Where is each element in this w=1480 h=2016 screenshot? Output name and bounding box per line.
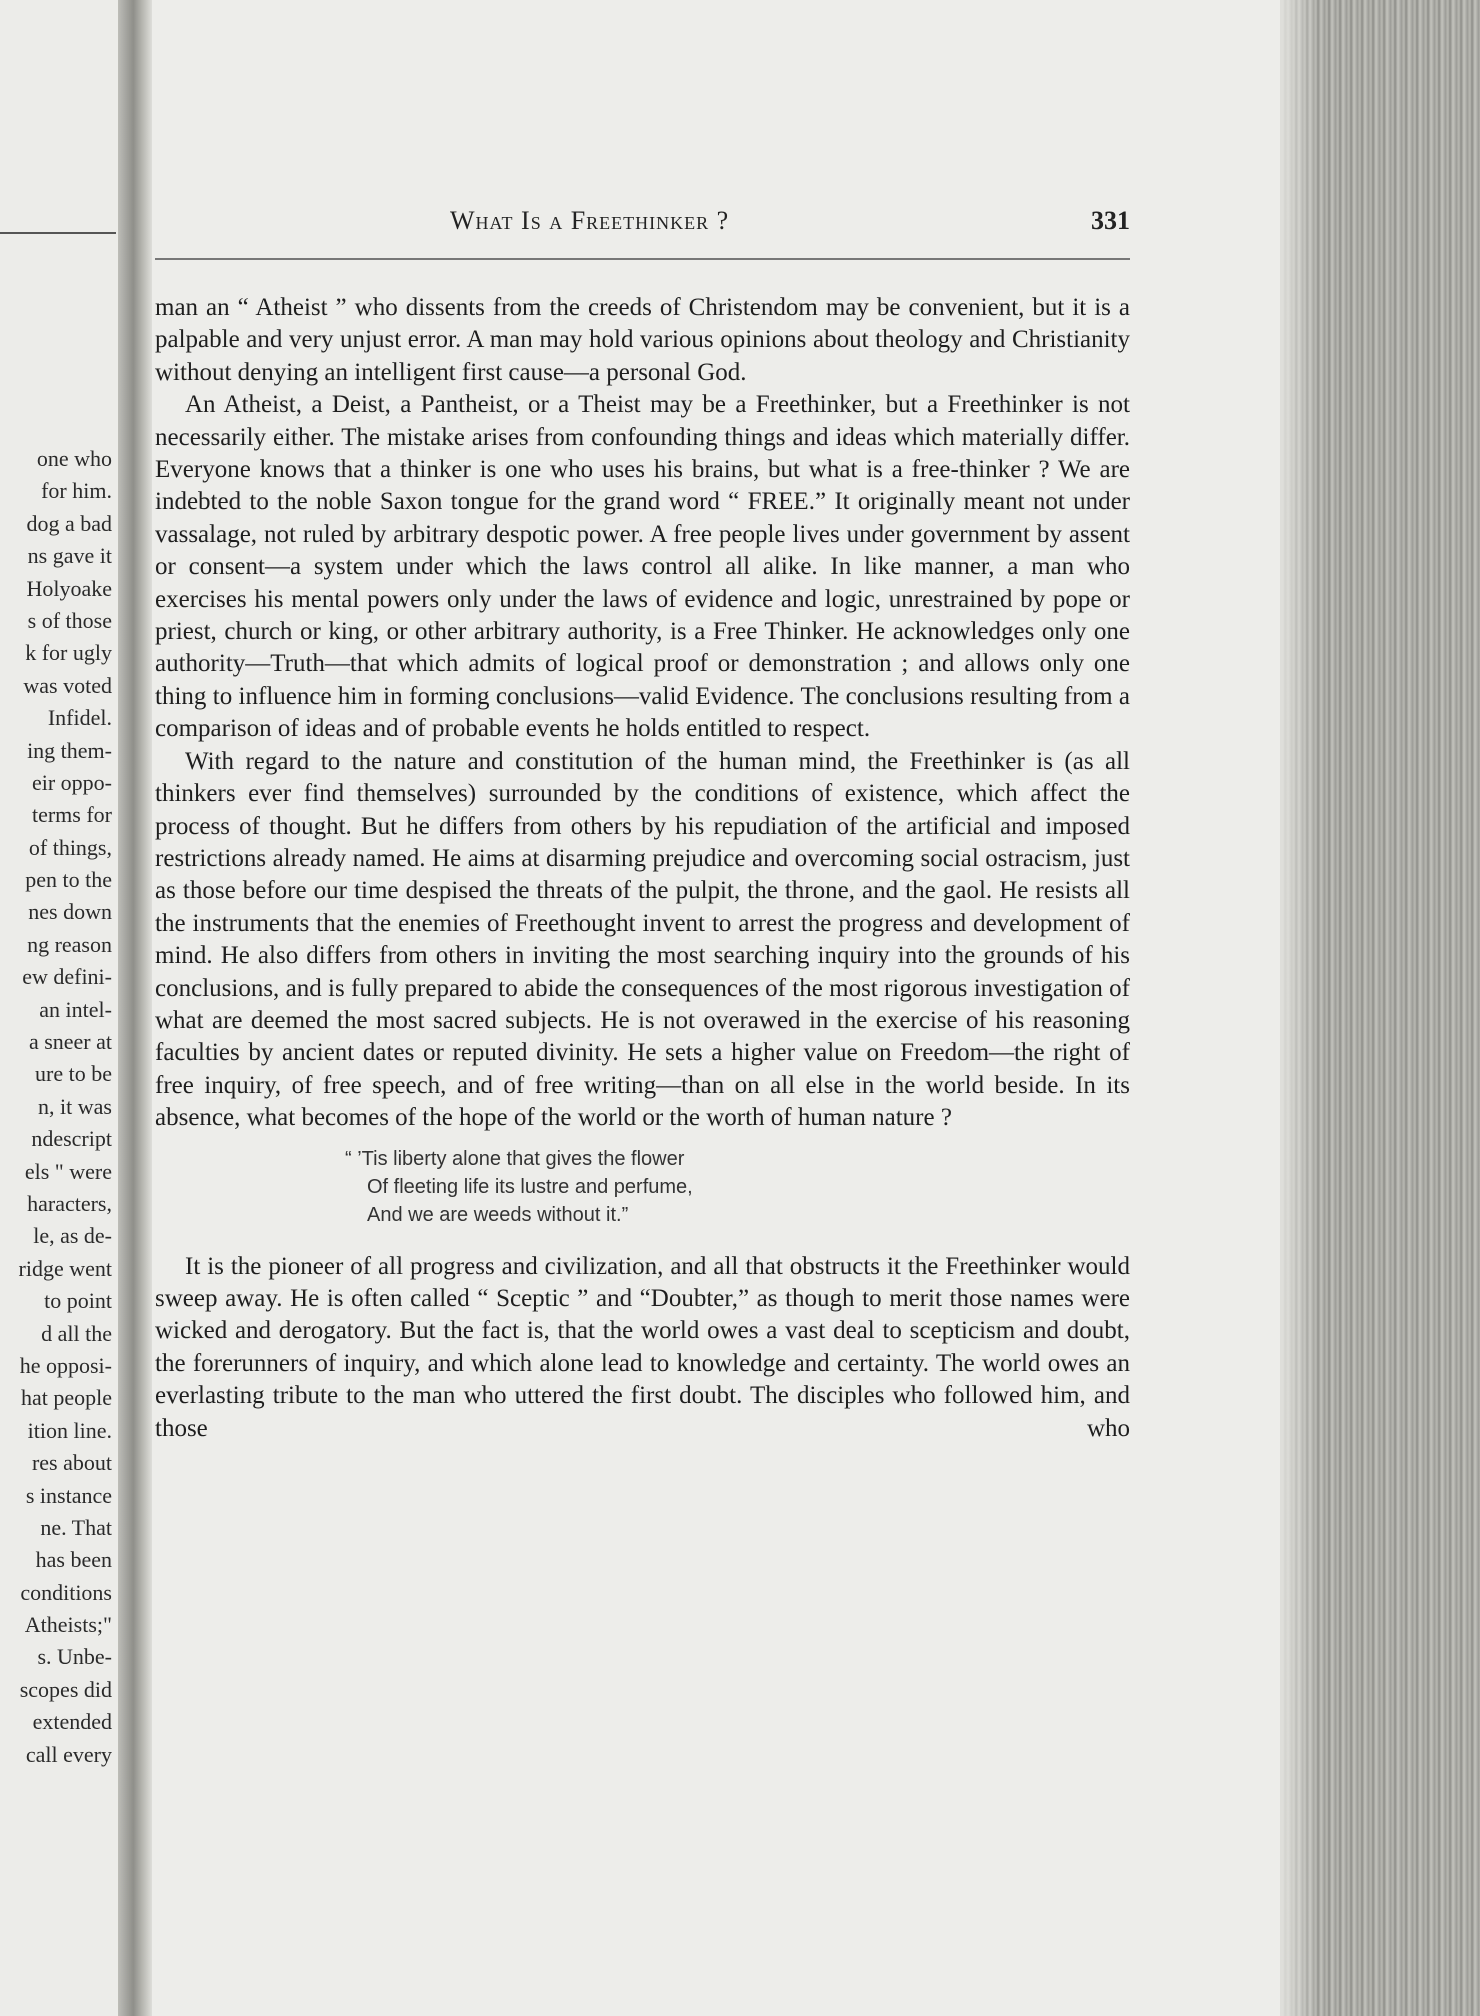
left-fragment: dog a bad xyxy=(26,510,112,536)
left-fragment: pen to the xyxy=(25,867,112,893)
verse-line-3: And we are weeds without it.” xyxy=(367,1203,629,1226)
left-fragment: ng reason xyxy=(27,931,112,957)
left-fragment: ndescript xyxy=(31,1126,112,1152)
left-fragment: was voted xyxy=(23,672,112,698)
book-gutter xyxy=(118,0,152,2016)
left-fragment: nes down xyxy=(28,899,112,925)
left-fragment: has been xyxy=(35,1547,112,1573)
paragraph-1: man an “ Atheist ” who dissents from the creeds of Christendom may be convenient, but it is a palpable and very unjust error. A man may hold various opinions about theology and Christianity without denying an intelligent first cause—a personal God. xyxy=(155,294,1130,386)
verse-line-2: Of fleeting life its lustre and perfume, xyxy=(367,1175,693,1198)
left-fragment: Holyoake xyxy=(26,575,112,601)
left-page-header-rule xyxy=(0,232,116,234)
left-fragment: haracters, xyxy=(27,1190,112,1216)
paragraph-3: With regard to the nature and constitution of the human mind, the Freethinker is (as all thinkers ever find themselves) surrounded by the conditions of existence, which affect the process of thought. But he differs from others by his repudiation of the artificial and imposed restrictions already named. He aims at disarming prejudice and overcoming social ostracism, just as those before our time despised the threats of the pulpit, the throne, and the gaol. He resists all the instruments that the enemies of Freethought invent to arrest the progress and development of mind. He also differs from others in inviting the most searching inquiry into the grounds of his conclusions, and is fully prepared to abide the consequences of the most rigorous investigation of what are deemed the most sacred subjects. He is not overawed in the exercise of his reasoning faculties by ancient dates or reputed divinity. He sets a higher value on Freedom—the right of free inquiry, of free speech, and of free writing—than on all else in the world beside. In its absence, what becomes of the hope of the world or the worth of human nature ? xyxy=(155,747,1130,1132)
left-fragment: ne. That xyxy=(40,1514,112,1540)
left-fragment: to point xyxy=(44,1288,112,1314)
left-fragment: of things, xyxy=(28,834,112,860)
left-fragment: terms for xyxy=(31,802,112,828)
left-fragment: extended xyxy=(32,1709,112,1735)
left-fragment: n, it was xyxy=(38,1093,112,1119)
left-fragment: ew defini- xyxy=(22,964,112,990)
book-edge-shade xyxy=(1280,0,1320,2016)
left-fragment: ing them- xyxy=(27,737,112,763)
left-fragment: call every xyxy=(25,1741,112,1767)
left-fragment: k for ugly xyxy=(25,640,112,666)
paragraph-4: It is the pioneer of all progress and civilization, and all that obstructs it the Freethinker would sweep away. He is often called “ Sceptic ” and “Doubter,” as though to merit those names were wicked and derogatory. But the fact is, that the world owes a vast deal to scepticism and doubt, the forerunners of inquiry, and which alone lead to knowledge and certainty. The world owes an everlasting tribute to the man who uttered the first doubt. The disciples who followed him, and those who xyxy=(155,1252,1130,1442)
left-facing-page xyxy=(0,0,118,2016)
left-fragment: els " were xyxy=(24,1158,112,1184)
left-fragment: a sneer at xyxy=(28,1029,112,1055)
left-fragment: ridge went xyxy=(18,1255,112,1281)
verse-quotation xyxy=(345,1145,1130,1229)
left-fragment: le, as de- xyxy=(33,1223,112,1249)
left-fragment: s of those xyxy=(27,607,112,633)
verse-line-1: “ ’Tis liberty alone that gives the flower xyxy=(345,1147,685,1170)
left-fragment: for him. xyxy=(41,478,112,504)
left-fragment: Atheists;" xyxy=(24,1612,112,1638)
left-fragment: hat people xyxy=(20,1385,112,1411)
left-page-fragments xyxy=(0,443,112,1771)
left-fragment: one who xyxy=(36,446,112,471)
left-fragment: s instance xyxy=(25,1482,112,1508)
left-fragment: he opposi- xyxy=(19,1352,112,1378)
left-fragment: eir oppo- xyxy=(31,769,112,795)
left-fragment: res about xyxy=(31,1450,112,1476)
left-fragment: Infidel. xyxy=(47,705,112,731)
running-title: What Is a Freethinker ? xyxy=(450,206,730,235)
left-fragment: conditions xyxy=(20,1579,112,1605)
page-number: 331 xyxy=(1091,206,1130,235)
body-text xyxy=(155,292,1130,1445)
header-rule xyxy=(155,258,1130,260)
left-fragment: d all the xyxy=(41,1320,112,1346)
left-fragment: an intel- xyxy=(39,996,112,1022)
page-header xyxy=(450,206,1130,246)
left-fragment: s. Unbe- xyxy=(37,1644,112,1670)
left-fragment: ns gave it xyxy=(27,543,112,569)
left-fragment: ure to be xyxy=(35,1061,112,1087)
paragraph-2: An Atheist, a Deist, a Pantheist, or a Theist may be a Freethinker, but a Freethinker is not necessarily either. The mistake arises from confounding things and ideas which materially differ. Everyone knows that a thinker is one who uses his brains, but what is a free-thinker ? We are indebted to the noble Saxon tongue for the grand word “ FREE.” It originally meant not under vassalage, not ruled by arbitrary despotic power. A free people lives under government by assent or consent—a system under which the laws control all alike. In like manner, a man who exercises his mental powers only under the laws of evidence and logic, unrestrained by pope or priest, church or king, or other arbitrary authority, is a Free Thinker. He acknowledges only one authority—Truth—that which admits of logical proof or demonstration ; and allows only one thing to influence him in forming conclusions—valid Evidence. The conclusions resulting from a comparison of ideas and of probable events he holds entitled to respect. xyxy=(155,391,1130,743)
left-fragment: ition line. xyxy=(27,1417,112,1443)
left-fragment: scopes did xyxy=(19,1676,112,1702)
